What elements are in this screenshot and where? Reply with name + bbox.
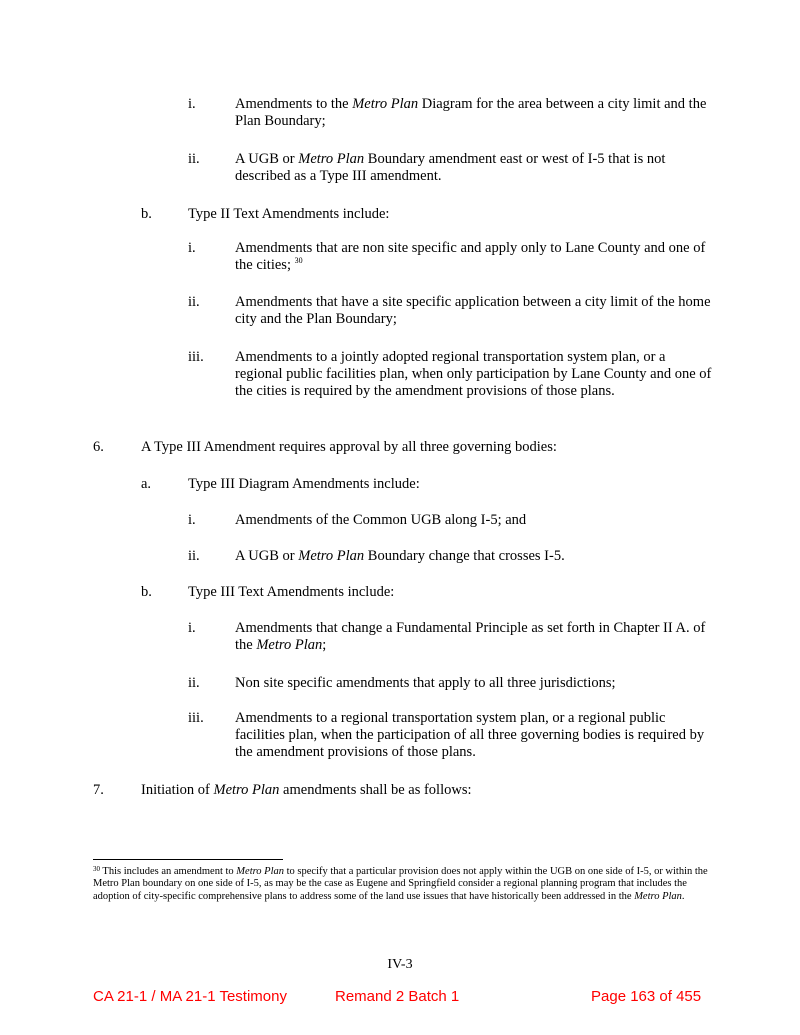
footnote-reference: 30 (294, 256, 303, 265)
footnote: $^{30}$ This includes an amendment to Metro Plan to specify that a particular provision does not apply within the UGB on one side of I-5, or within the Metro Plan boundary on one side of I-5, as may be the case as Eugene and Springfield consider a regional planning program that includes the adoption of city-specific comprehensive plans to address some of the land use issues that have historically been addressed in the Metro Plan. (93, 865, 708, 902)
stamp-center: Remand 2 Batch 1 (335, 988, 460, 1005)
footnote-divider (93, 859, 283, 860)
stamp-right: Page 163 of 455 (591, 988, 702, 1005)
page-number: IV-3 (387, 957, 413, 972)
footnote-mark: 30 (93, 865, 100, 873)
stamp-left: CA 21-1 / MA 21-1 Testimony (93, 988, 287, 1005)
